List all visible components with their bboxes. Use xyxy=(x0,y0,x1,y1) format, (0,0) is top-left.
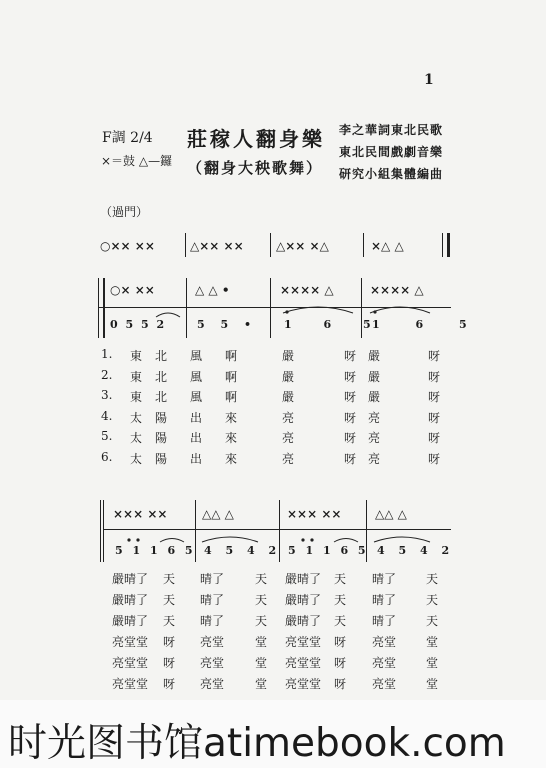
numbered-notation-measure: 4 5 4 2 xyxy=(204,544,282,557)
verse-number: 5. xyxy=(101,429,113,443)
percussion-measure: △△ △ xyxy=(375,507,407,521)
lyric-syllable: 堂 xyxy=(255,677,268,691)
lyric-syllable: 北 xyxy=(155,349,168,363)
credit-line-3: 研究小組集體編曲 xyxy=(339,167,444,181)
intro-measure: △×× ×△ xyxy=(276,239,329,253)
lyric-syllable: 天 xyxy=(426,593,439,607)
lyric-syllable: 東 xyxy=(130,369,143,384)
lyric-syllable: 來 xyxy=(225,451,238,466)
percussion-measure: ××× ×× xyxy=(113,507,168,521)
lyric-syllable: 亮堂 xyxy=(200,677,225,691)
lyric-syllable: 出 xyxy=(190,451,203,466)
lyric-syllable: 亮 xyxy=(368,410,381,425)
lyric-syllable: 嚴晴了 xyxy=(285,572,322,586)
lyric-syllable: 風 xyxy=(190,390,203,404)
lyric-syllable: 呀 xyxy=(428,451,441,466)
lyric-syllable: 亮 xyxy=(282,431,295,445)
lyric-syllable: 呀 xyxy=(428,431,441,445)
instrument-legend: ×＝鼓 △—鑼 xyxy=(101,154,173,168)
key-signature: F調 2/4 xyxy=(102,130,153,146)
lyric-syllable: 呀 xyxy=(344,349,357,363)
numbered-notation-measure: 4 5 4 2 xyxy=(377,544,455,557)
lyric-syllable: 亮堂堂 xyxy=(285,656,322,670)
lyric-syllable: 堂 xyxy=(426,677,439,691)
lyric-syllable: 亮堂 xyxy=(372,656,397,670)
lyric-syllable: 呀 xyxy=(428,369,441,384)
lyric-syllable: 啊 xyxy=(225,349,238,363)
lyric-syllable: 嚴晴了 xyxy=(285,593,322,607)
lyric-syllable: 呀 xyxy=(344,369,357,384)
lyric-syllable: 亮堂 xyxy=(372,635,397,649)
verse-number: 1. xyxy=(101,347,113,361)
verse-number: 3. xyxy=(101,388,113,402)
lyric-syllable: 堂 xyxy=(426,656,439,670)
lyric-syllable: 呀 xyxy=(344,451,357,466)
lyric-syllable: 嚴 xyxy=(282,369,295,384)
lyric-syllable: 嚴晴了 xyxy=(112,572,149,586)
lyric-syllable: 呀 xyxy=(344,410,357,425)
lyric-syllable: 晴了 xyxy=(200,593,225,607)
song-subtitle: （翻身大秧歌舞） xyxy=(187,159,324,177)
lyric-syllable: 晴了 xyxy=(200,614,225,628)
lyric-syllable: 晴了 xyxy=(372,593,397,607)
lyric-syllable: 天 xyxy=(255,572,268,586)
credit-line-1: 李之華詞東北民歌 xyxy=(339,123,444,137)
lyric-syllable: 晴了 xyxy=(372,614,397,628)
lyric-syllable: 太 xyxy=(130,451,143,466)
verse-number: 6. xyxy=(101,449,113,464)
lyric-syllable: 嚴 xyxy=(368,349,381,363)
lyric-syllable: 東 xyxy=(130,349,143,363)
lyric-syllable: 呀 xyxy=(344,390,357,404)
lyric-syllable: 天 xyxy=(255,593,268,607)
lyric-syllable: 陽 xyxy=(155,431,168,445)
lyric-syllable: 呀 xyxy=(163,656,176,670)
lyric-syllable: 嚴晴了 xyxy=(112,593,149,607)
lyric-syllable: 風 xyxy=(190,349,203,363)
song-title: 莊稼人翻身樂 xyxy=(187,127,325,151)
lyric-syllable: 嚴晴了 xyxy=(112,614,149,628)
lyric-syllable: 太 xyxy=(130,431,143,445)
lyric-syllable: 晴了 xyxy=(372,572,397,586)
lyric-syllable: 晴了 xyxy=(200,572,225,586)
lyric-syllable: 太 xyxy=(130,410,143,425)
lyric-syllable: 啊 xyxy=(225,390,238,404)
numbered-notation-measure: 1 6 5 xyxy=(372,318,483,331)
lyric-syllable: 呀 xyxy=(334,635,347,649)
lyric-syllable: 出 xyxy=(190,431,203,445)
lyric-syllable: 嚴晴了 xyxy=(285,614,322,628)
lyric-syllable: 天 xyxy=(426,614,439,628)
intro-measure: ○×× ×× xyxy=(100,239,155,253)
lyric-syllable: 天 xyxy=(255,614,268,628)
lyric-syllable: 嚴 xyxy=(282,390,295,404)
intro-label: （過門） xyxy=(100,205,149,219)
lyric-syllable: 陽 xyxy=(155,451,168,466)
lyric-syllable: 亮 xyxy=(282,410,295,425)
lyric-syllable: 天 xyxy=(334,572,347,586)
lyric-syllable: 呀 xyxy=(428,349,441,363)
lyric-syllable: 出 xyxy=(190,410,203,425)
numbered-notation-measure: 5 1 1 6 5 xyxy=(115,544,196,557)
intro-measure: △×× ×× xyxy=(190,239,244,253)
intro-measure: ×△ △ xyxy=(371,239,404,253)
lyric-syllable: 天 xyxy=(334,614,347,628)
lyric-syllable: 呀 xyxy=(428,390,441,404)
percussion-measure: △ △ • xyxy=(195,283,230,297)
numbered-notation-measure: 5 1 1 6 5 xyxy=(288,544,369,557)
lyric-syllable: 嚴 xyxy=(368,369,381,384)
percussion-measure: ××× ×× xyxy=(287,507,342,521)
lyric-syllable: 堂 xyxy=(255,656,268,670)
lyric-syllable: 堂 xyxy=(426,635,439,649)
lyric-syllable: 天 xyxy=(163,572,176,586)
lyric-syllable: 嚴 xyxy=(368,390,381,404)
lyric-syllable: 北 xyxy=(155,390,168,404)
lyric-syllable: 呀 xyxy=(344,431,357,445)
lyric-syllable: 亮 xyxy=(368,431,381,445)
lyric-syllable: 亮堂堂 xyxy=(112,656,149,670)
lyric-syllable: 天 xyxy=(163,593,176,607)
lyric-syllable: 啊 xyxy=(225,369,238,384)
lyric-syllable: 呀 xyxy=(163,635,176,649)
verse-number: 2. xyxy=(101,367,113,382)
lyric-syllable: 亮堂 xyxy=(372,677,397,691)
lyric-syllable: 陽 xyxy=(155,410,168,425)
percussion-measure: ×××× △ xyxy=(370,283,424,297)
lyric-syllable: 呀 xyxy=(334,656,347,670)
lyric-syllable: 亮堂堂 xyxy=(112,677,149,691)
lyric-syllable: 亮堂堂 xyxy=(285,635,322,649)
percussion-measure: △△ △ xyxy=(202,507,234,521)
lyric-syllable: 來 xyxy=(225,410,238,425)
page-number: 1 xyxy=(424,72,434,88)
lyric-syllable: 呀 xyxy=(334,677,347,691)
lyric-syllable: 亮堂堂 xyxy=(112,635,149,649)
lyric-syllable: 亮 xyxy=(282,451,295,466)
lyric-syllable: 天 xyxy=(334,593,347,607)
lyric-syllable: 天 xyxy=(426,572,439,586)
numbered-notation-measure: 0 5 5 2 xyxy=(110,318,167,331)
numbered-notation-measure: 5 5 • xyxy=(197,318,257,331)
lyric-syllable: 亮 xyxy=(368,451,381,466)
lyric-syllable: 東 xyxy=(130,390,143,404)
lyric-syllable: 亮堂 xyxy=(200,635,225,649)
percussion-measure: ×××× △ xyxy=(280,283,334,297)
numbered-notation-measure: 1 6 5 xyxy=(284,318,385,331)
verse-number: 4. xyxy=(101,408,113,423)
lyric-syllable: 呀 xyxy=(428,410,441,425)
lyric-syllable: 北 xyxy=(155,369,168,384)
lyric-syllable: 風 xyxy=(190,369,203,384)
lyric-syllable: 嚴 xyxy=(282,349,295,363)
percussion-measure: ○× ×× xyxy=(110,283,155,297)
lyric-syllable: 亮堂 xyxy=(200,656,225,670)
watermark-text: 时光图书馆atimebook.com xyxy=(8,721,506,766)
lyric-syllable: 亮堂堂 xyxy=(285,677,322,691)
lyric-syllable: 天 xyxy=(163,614,176,628)
lyric-syllable: 堂 xyxy=(255,635,268,649)
credit-line-2: 東北民間戲劇音樂 xyxy=(339,145,444,159)
lyric-syllable: 來 xyxy=(225,431,238,445)
lyric-syllable: 呀 xyxy=(163,677,176,691)
